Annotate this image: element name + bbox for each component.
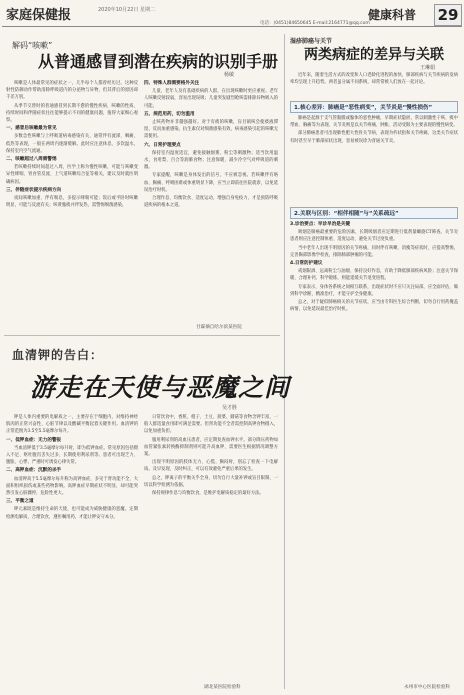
paragraph: 合理作息、均衡饮食、适度运动，增强自身免疫力，才是预防呼吸道疾病的根本之道。 (144, 196, 278, 209)
paragraph: 血清钾高于5.5毫摩尔每升称为高钾血症，多见于肾功能不全、大面积组织损伤或某些药物影响。高钾血症早期症状不明显，却可能突然引发心脏骤停，危险性更大。 (6, 476, 138, 497)
paragraph: 保持规律作息与均衡饮食，是维护电解质稳定的最好方法。 (152, 491, 264, 497)
paragraph: 当血清钾低于3.5毫摩尔每升时，即为低钾血症。常见原因包括摄入不足、呕吐腹泻丢失过多、长期使用利尿剂等。患者可出现乏力、腹胀、心悸，严重时可诱发心律失常。 (6, 445, 138, 466)
paragraph: 总之，钾离子的平衡关乎全身，切勿自行大量补钾或盲目限制，一切以科学检测为依据。 (144, 475, 278, 488)
paragraph: 肺癌是起源于支气管黏膜或腺体的恶性肿瘤，早期症状隐匿，常以刺激性干咳、痰中带血、胸痛等为表现。关节炎则是以关节疼痛、肿胀、活动受限为主要表现的慢性病变。 (290, 116, 458, 129)
article2-title: 游走在天使与恶魔之间 (30, 373, 291, 402)
article2-column-2 (144, 414, 278, 676)
subheading: 五、规范用药，切勿滥用 (144, 111, 195, 117)
paragraph: 总之，对于疑似肺癌相关的关节症状，应当由专科医生综合判断，切勿自行用药掩盖病情，以免延误最佳治疗时机。 (290, 300, 458, 313)
column-divider (284, 34, 285, 689)
masthead (0, 0, 464, 30)
masthead-date: 2020年10月22日 星期二 (98, 7, 156, 13)
paragraph: 儿童、老年人及有基础疾病的人群，在出现咳嗽时更应重视。老年人咳嗽反射较弱，容易出现误吸；儿童突发剧烈呛咳需排除异物吸入的可能。 (144, 89, 278, 109)
paragraph: 若咳嗽持续时间超过八周，医学上称为慢性咳嗽，可能与咳嗽变异性哮喘、胃食管反流、上气道咳嗽综合征等相关，建议及时就医明确病因。 (6, 165, 138, 185)
subheading: 二、咳嗽超过八周需警惕 (6, 157, 57, 163)
article1-author: 杨敏 (224, 72, 235, 78)
paragraph: 保持室内湿度适宜，避免接触烟雾、粉尘等刺激物；适当饮用温水，食用梨、百合等润肺食物；注意保暖，减少冷空气对呼吸道的刺激。 (144, 150, 278, 171)
subheading: 一、低钾血症：无力的警报 (6, 437, 62, 443)
page-number: 29 (434, 4, 462, 26)
paragraph: 钾元素既是维持生命的天使，也可能成为威胁健康的恶魔。定期检测电解质，合理饮食，遵医嘱用药，才能让钾安守本分。 (6, 507, 138, 520)
subheading: 四、特殊人群需要格外关注 (144, 81, 200, 86)
article3-kicker: 湿疹肺癌与关节 (290, 38, 333, 45)
subheading: 3.诊治要点：早诊早治是关键 (290, 222, 351, 227)
article3-body-2 (290, 221, 458, 676)
section-divider (4, 335, 280, 336)
paragraph: 夜间咳嗽加重、伴有喘息，多提示哮喘可能；饭后或平卧时咳嗽明显，可能与反流有关；咳黄脓痰并伴发热，需警惕细菌感染。 (6, 196, 138, 209)
paragraph: 止咳药物并非越强越好。对于有痰的咳嗽，盲目镇咳会使痰液滞留，反而加重感染。抗生素仅对细菌感染有效，病毒感染引起的咳嗽无需使用。 (144, 120, 278, 140)
article2-kicker: 血清钾的告白： (12, 348, 104, 362)
paragraph: 吸烟是肺癌最重要的危险因素，长期吸烟者应定期进行低剂量螺旋CT筛查。关节炎患者则应注意控制体重、适度运动、避免关节过度负重。 (290, 230, 458, 243)
paragraph: 从季节交替时的普通感冒到长期不愈的慢性疾病，咳嗽的性质、持续时间和伴随症状往往能够提示不同的健康问题，值得大家细心观察。 (6, 103, 138, 124)
subheading: 二、高钾血症：沉默的杀手 (6, 468, 62, 474)
paragraph: 戒烟限酒、远离粉尘与油烟、保持良好作息，有助于降低肺部疾病风险；注意关节保暖、合理补钙、科学锻炼，则能延缓关节退变进程。 (290, 269, 458, 282)
masthead-contact: 电话：(0451)84650645 E-mail:2164771@qq.com (260, 21, 370, 26)
article1-column-2 (144, 80, 278, 320)
subheading: 三、平衡之道 (6, 499, 34, 505)
article1-source: 甘霖摘自哈尔滨某医院 (196, 325, 242, 330)
article2-column-1 (6, 414, 138, 682)
paragraph: 专家提醒，咳嗽是身体发出的信号，不应被忽视。若咳嗽伴有咯血、胸痛、呼吸困难或体重明显下降，应当立即前往医院就诊，以免延误治疗时机。 (144, 173, 278, 193)
paragraph: 当中老年人出现不明原因的关节疼痛，同时伴有咳嗽、消瘦等症状时，应提高警惕，完善胸部影像学检查，排除肺部肿瘤的可能。 (290, 245, 458, 258)
article1-title: 从普通感冒到潜在疾病的识别手册 (38, 52, 279, 71)
article3-title: 两类病症的差异与关联 (304, 47, 444, 63)
paragraph: 近年来，随着生活方式的改变和人口老龄化进程的加快，肺部疾病与关节疾病的发病率均呈现上升趋势。两者虽分属不同系统，却常常被人们放在一起讨论。 (290, 73, 458, 86)
article3-box-heading-2: 2.关联与区别：“相伴相随”与“关系疏远” (290, 207, 458, 219)
article1-column-1 (6, 80, 138, 320)
article2-author: 吴才胜 (222, 405, 238, 411)
paragraph: 钾是人体内重要的电解质之一，主要存在于细胞内，对维持神经肌肉的正常兴奋性、心脏节律以及酸碱平衡起着关键作用。血清钾的正常范围为3.5至5.5毫摩尔每升。 (6, 415, 138, 435)
subheading: 4.日常防护建议 (290, 261, 323, 267)
paragraph: 专家表示，身体各系统之间相互联系，出现症状时不应只关注局部，应全面评估，做到科学诊断、精准治疗，才能守护全身健康。 (290, 284, 458, 297)
article3-body-1 (290, 115, 458, 205)
article3-box-heading-1: 1.核心差异：肺癌是“恶性病变”，关节炎是“慢性损伤” (290, 101, 458, 113)
article3-author: 王琳娟 (420, 65, 436, 71)
paragraph: 多数急性咳嗽与上呼吸道病毒感染有关，通常伴有流涕、咽痛、低热等表现，一般在两周内逐渐缓解。此时应注意休息、多饮温水，保持室内空气流通。 (6, 134, 138, 154)
paragraph: 日常饮食中，香蕉、橙子、土豆、菠菜、蘑菇等食物含钾丰富，一般人群适量食用即可满足需要。但肾功能不全者需控制高钾食物摄入，以免加重负担。 (144, 415, 278, 435)
masthead-right-title: 健康科普 (368, 8, 417, 22)
paragraph: 服用利尿剂的高血压患者，应定期复查血钾水平。部分降压药物如血管紧张素转换酶抑制剂则可能升高血钾，需要医生根据情况调整方案。 (144, 437, 278, 458)
subheading: 一、感冒后咳嗽最为常见 (6, 126, 57, 132)
masthead-left-title: 家庭保健报 (6, 8, 72, 23)
article2-source: 湖北某医院检验科 (204, 685, 241, 690)
subheading: 六、日常护理要点 (144, 142, 181, 148)
article3-source: 永州市中心医院检验科 (404, 685, 450, 690)
paragraph: 出现不明原因的肢体无力、心慌、胸闷时，别忘了检查一下电解质。及早发现、及时纠正，可以有效避免严重后果的发生。 (144, 460, 278, 473)
paragraph: 部分肺癌患者可出现肺性肥大性骨关节病，表现为杵状指和关节疼痛，这类关节症状有时甚至早于肺部症状出现，容易被误诊为普通关节炎。 (290, 131, 458, 144)
masthead-rule (2, 26, 462, 27)
paragraph: 咳嗽是人体最常见的症状之一，几乎每个人都曾经历过。这种反射性防御动作帮助清除呼吸道内的分泌物与异物，但其背后的原因却千差万别。 (6, 81, 138, 101)
subheading: 三、伴随症状提示疾病方向 (6, 187, 62, 193)
article1-kicker: 解码“咳嗽” (12, 41, 53, 50)
article3-lead (290, 72, 458, 100)
